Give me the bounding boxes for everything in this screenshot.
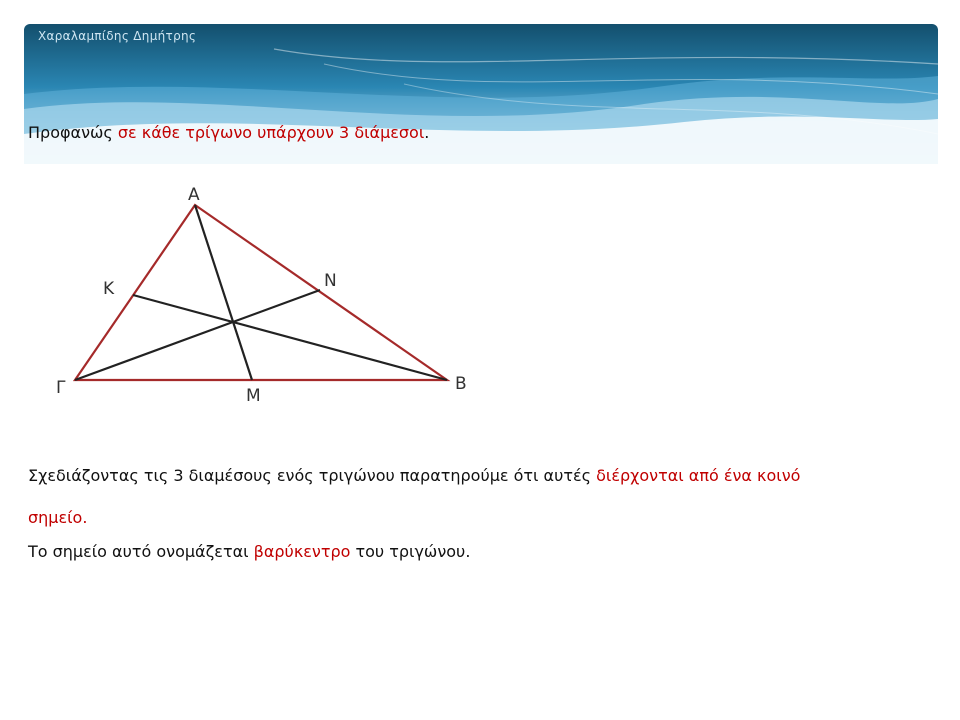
observation-text: Σχεδιάζοντας τις 3 διαμέσους ενός τριγώνου παρατηρούμε ότι αυτές <box>28 466 597 485</box>
triangle-abg <box>75 205 447 380</box>
conclusion-highlight: βαρύκεντρο <box>253 542 351 561</box>
label-midpoint-m: Μ <box>246 386 261 406</box>
observation-paragraph <box>28 466 800 485</box>
banner-author-title: Χαραλαμπίδης Δημήτρης <box>38 29 197 43</box>
label-vertex-b: Β <box>455 374 467 394</box>
median-a-m <box>195 205 252 380</box>
intro-text: Προφανώς <box>28 123 118 142</box>
observation-continuation: σημείο. <box>28 508 88 527</box>
intro-highlight: σε κάθε τρίγωνο υπάρχουν 3 διάμεσοι <box>117 123 425 142</box>
label-midpoint-k: Κ <box>103 279 115 299</box>
intro-end: . <box>424 123 430 142</box>
conclusion-paragraph <box>28 542 470 561</box>
label-vertex-a: Α <box>188 185 200 205</box>
conclusion-end: του τριγώνου. <box>350 542 471 561</box>
label-vertex-g: Γ <box>56 378 66 398</box>
conclusion-text: Το σημείο αυτό ονομάζεται <box>28 542 254 561</box>
median-b-k <box>133 295 447 380</box>
observation-highlight: διέρχονται από ένα κοινό <box>596 466 801 485</box>
label-midpoint-n: Ν <box>324 271 337 291</box>
